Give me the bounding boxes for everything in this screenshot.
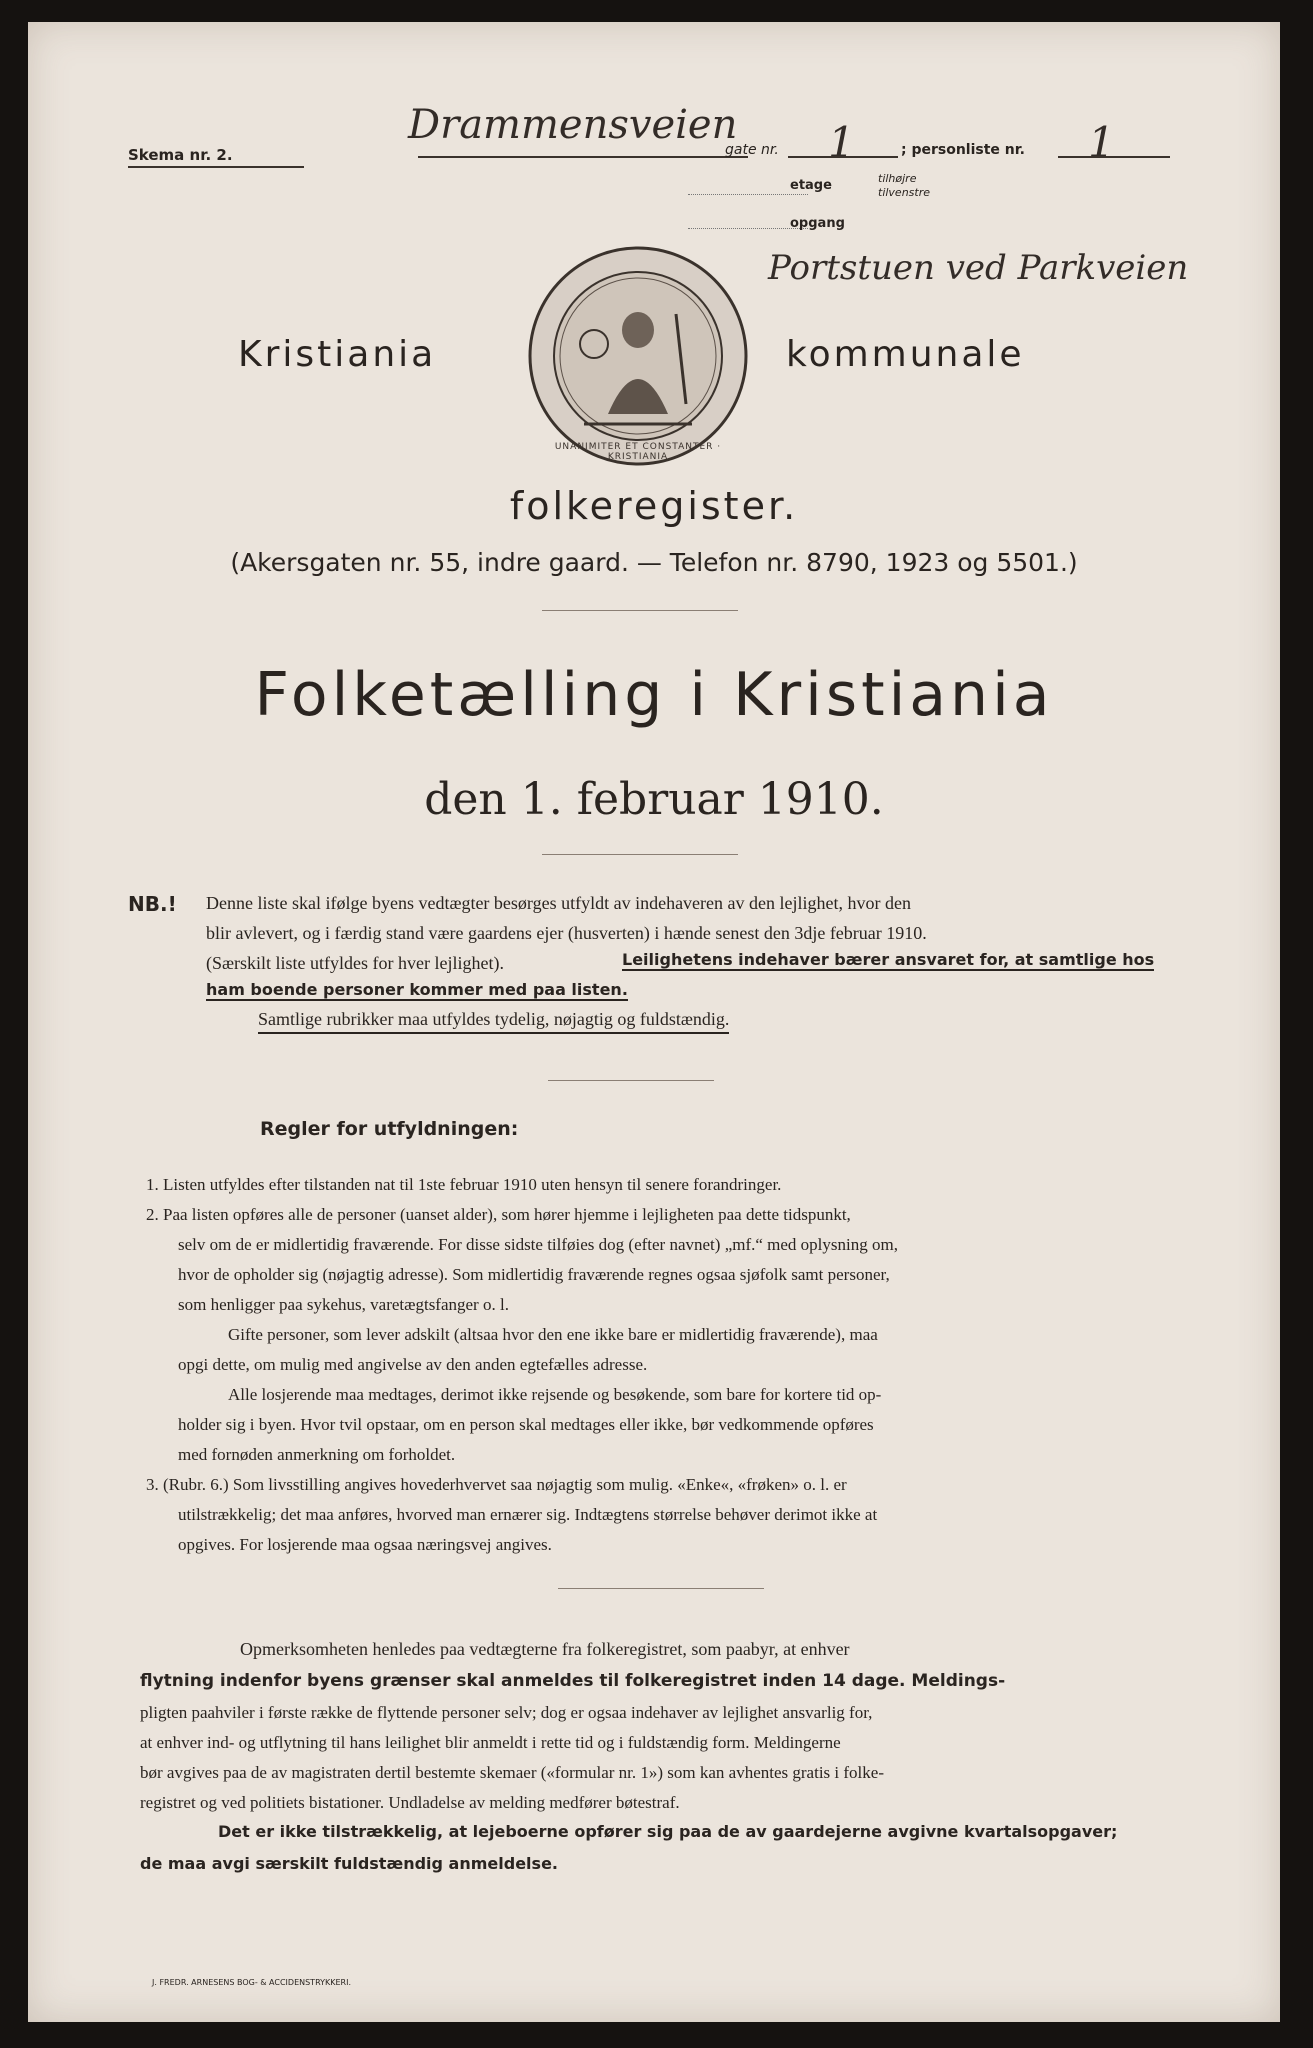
rule-line: Gifte personer, som lever adskilt (altsaa hvor den ene ikke bare er midlertidig fraværende), maa bbox=[228, 1325, 878, 1344]
divider-4 bbox=[558, 1588, 764, 1589]
page-title: Folketælling i Kristiania bbox=[254, 660, 1054, 730]
divider-3 bbox=[548, 1080, 714, 1081]
notice-line: flytning indenfor byens grænser skal anmeldes til folkeregistret inden 14 dage. Meldings- bbox=[140, 1671, 1006, 1691]
divider-1 bbox=[542, 610, 738, 611]
tilhoire-label: tilhøjre bbox=[878, 172, 917, 185]
street-line bbox=[418, 156, 748, 158]
street-handwritten: Drammensveien bbox=[408, 102, 738, 148]
nb-line-4: ham boende personer kommer med paa listen. bbox=[206, 980, 628, 999]
rule-line: 1. Listen utfyldes efter tilstanden nat til 1ste februar 1910 uten hensyn til senere forandringer. bbox=[146, 1175, 782, 1194]
census-form bbox=[28, 22, 1280, 2022]
gate-number: 1 bbox=[828, 118, 855, 167]
nb-label: NB.! bbox=[128, 892, 177, 916]
nb-line-3b: Leilighetens indehaver bærer ansvaret for, at samtlige hos bbox=[622, 950, 1155, 969]
rule-line: som henligger paa sykehus, varetægtsfanger o. l. bbox=[178, 1295, 509, 1314]
personliste-label: ; personliste nr. bbox=[901, 142, 1025, 158]
rule-line: utilstrækkelig; det maa anføres, hvorved man ernærer sig. Indtægtens størrelse behøver derimot ikke at bbox=[178, 1505, 878, 1524]
notice-line: registret og ved politiets bistationer. Undladelse av melding medfører bøtestraf. bbox=[140, 1793, 680, 1812]
printer-credit: J. FREDR. ARNESENS BOG- & ACCIDENSTRYKKERI. bbox=[152, 1978, 352, 1987]
registry-label: folkeregister. bbox=[509, 484, 799, 528]
nb-line-5: Samtlige rubrikker maa utfyldes tydelig, nøjagtig og fuldstændig. bbox=[258, 1006, 729, 1034]
rule-line: hvor de opholder sig (nøjagtig adresse). Som midlertidig fraværende regnes ogsaa sjøfolk samt personer, bbox=[178, 1265, 890, 1284]
divider-2 bbox=[542, 854, 738, 855]
rule-line: Alle losjerende maa medtages, derimot ikke rejsende og besøkende, som bare for kortere tid op- bbox=[228, 1385, 882, 1404]
rule-line: opgi dette, om mulig med angivelse av den anden egtefælles adresse. bbox=[178, 1355, 648, 1374]
personliste-line bbox=[1058, 156, 1170, 158]
rule-line: 3. (Rubr. 6.) Som livsstilling angives hovederhvervet saa nøjagtig som mulig. «Enke«, «frøken» o. l. er bbox=[146, 1475, 847, 1494]
tilvenstre-label: tilvenstre bbox=[878, 186, 931, 199]
nb-line-1: Denne liste skal ifølge byens vedtægter besørges utfyldt av indehaveren av den lejlighet, hvor den bbox=[206, 893, 911, 913]
opgang-handwritten: Portstuen ved Parkveien bbox=[768, 248, 1189, 288]
skema-label: Skema nr. 2. bbox=[128, 146, 304, 168]
kommunale-label: kommunale bbox=[786, 334, 1025, 375]
etage-dotted bbox=[688, 194, 808, 195]
seal-text: UNANIMITER ET CONSTANTER · KRISTIANIA bbox=[554, 442, 722, 462]
page-date: den 1. februar 1910. bbox=[424, 774, 884, 825]
rule-line: 2. Paa listen opføres alle de personer (uanset alder), som hører hjemme i lejligheten paa dette tidspunkt, bbox=[146, 1205, 851, 1224]
kristiania-label: Kristiania bbox=[238, 334, 437, 375]
opgang-label: opgang bbox=[790, 216, 845, 231]
notice-line: de maa avgi særskilt fuldstændig anmeldelse. bbox=[140, 1854, 558, 1873]
notice-line: pligten paahviler i første række de flyttende personer selv; dog er ogsaa indehaver av lejlighet ansvarlig for, bbox=[140, 1703, 873, 1722]
nb-line-2: blir avlevert, og i færdig stand være gaardens ejer (husverten) i hænde senest den 3dje februar 1910. bbox=[206, 923, 927, 943]
notice-line: Opmerksomheten henledes paa vedtægterne fra folkeregistret, som paabyr, at enhver bbox=[240, 1639, 850, 1659]
seal-icon bbox=[526, 244, 750, 468]
gate-label: gate nr. bbox=[725, 142, 779, 158]
gate-line bbox=[788, 156, 898, 158]
notice-line: Det er ikke tilstrækkelig, at lejeboerne opfører sig paa de av gaardejerne avgivne kvartalsopgaver; bbox=[218, 1822, 1118, 1841]
nb-line-3a: (Særskilt liste utfyldes for hver lejlighet). bbox=[206, 953, 504, 973]
notice-line: at enhver ind- og utflytning til hans leilighet blir anmeldt i rette tid og i fuldstændig form. Meldingerne bbox=[140, 1733, 841, 1752]
city-seal bbox=[526, 244, 750, 468]
notice-line: bør avgives paa de av magistraten dertil bestemte skemaer («formular nr. 1») som kan avhentes gratis i folke- bbox=[140, 1763, 884, 1782]
rules-heading: Regler for utfyldningen: bbox=[260, 1118, 519, 1140]
personliste-number: 1 bbox=[1088, 118, 1115, 167]
rule-line: med fornøden anmerkning om forholdet. bbox=[178, 1445, 456, 1464]
registry-address: (Akersgaten nr. 55, indre gaard. — Telefon nr. 8790, 1923 og 5501.) bbox=[230, 548, 1078, 577]
rule-line: holder sig i byen. Hvor tvil opstaar, om en person skal medtages eller ikke, bør vedkommende opføres bbox=[178, 1415, 874, 1434]
etage-label: etage bbox=[790, 178, 832, 193]
rule-line: opgives. For losjerende maa ogsaa næringsvej angives. bbox=[178, 1535, 552, 1554]
rule-line: selv om de er midlertidig fraværende. For disse sidste tilføies dog (efter navnet) „mf.“ med oplysning om, bbox=[178, 1235, 898, 1254]
